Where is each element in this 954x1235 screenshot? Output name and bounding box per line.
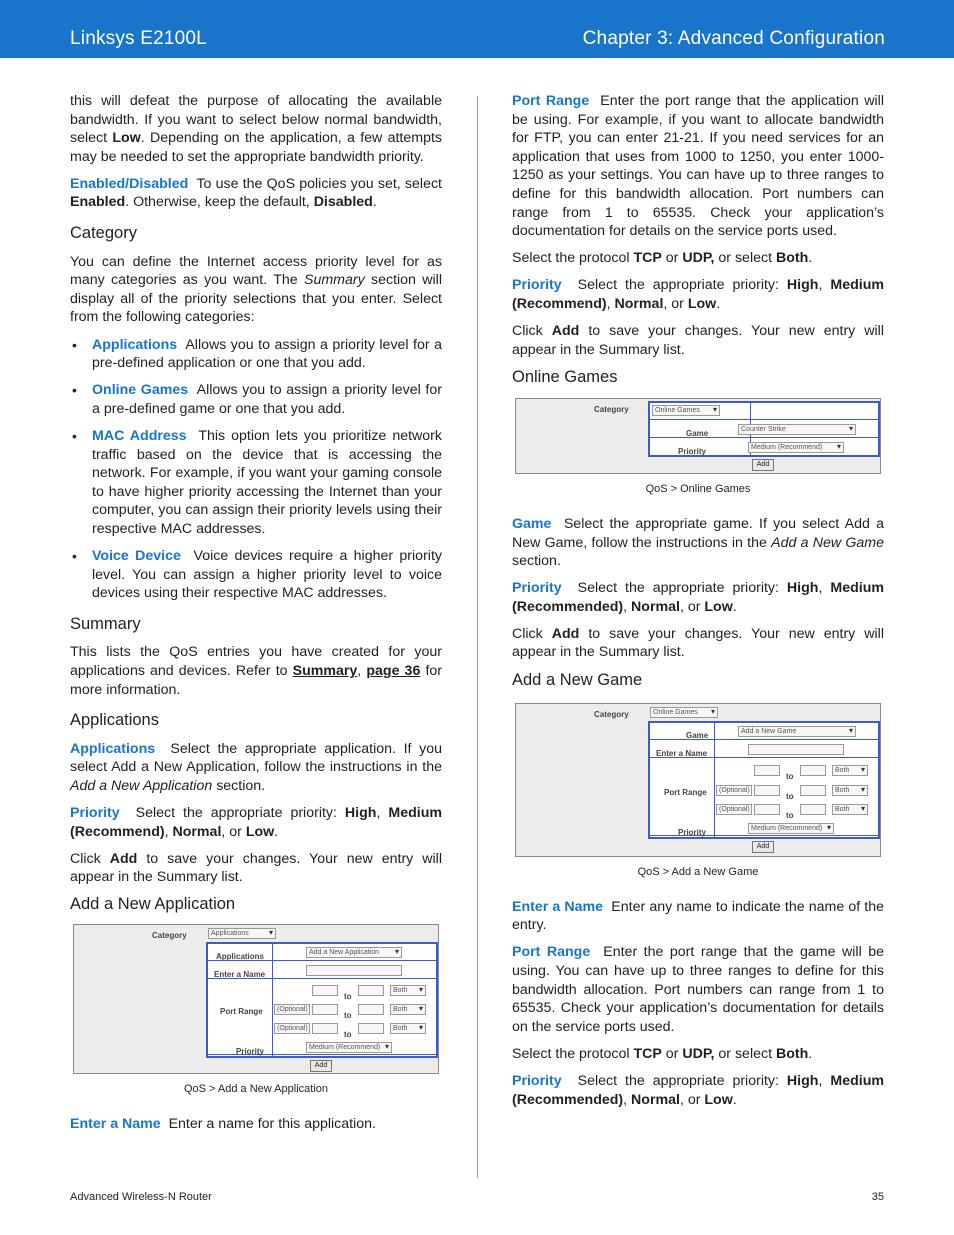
online-games-screenshot: Category Online Games ▾ Game Counter Strike ▾ Priority Medium (Recommend) ▾ Add — [515, 398, 881, 474]
applications-paragraph: Applications Select the appropriate application. If you select Add a New Application, follow the instructions in the Add a New Application section. — [70, 740, 442, 794]
page-number: 35 — [871, 1191, 884, 1203]
enter-name-paragraph: Enter a Name Enter a name for this application. — [70, 1115, 376, 1132]
add-game-screenshot: Category Online Games ▾ Game Add a New Game ▾ Enter a Name Port Range to Both ▾ (Optional) to Both ▾ (Optional) to Both ▾ Priority Medium (Recommend) ▾ Add — [515, 703, 881, 857]
document-title: Linksys E2100L — [70, 28, 207, 49]
click-add-paragraph: Click Add to save your changes. Your new entry will appear in the Summary list. — [512, 323, 884, 358]
figure-caption: QoS > Add a New Application — [183, 1082, 328, 1095]
page-36-link[interactable]: page 36 — [366, 662, 421, 679]
online-games-heading: Online Games — [512, 367, 618, 386]
priority-paragraph: Priority Select the appropriate priority: High, Medium (Recommended), Normal, or Low. — [512, 1073, 884, 1108]
click-add-paragraph: Click Add to save your changes. Your new entry will appear in the Summary list. — [512, 625, 884, 661]
priority-paragraph: Priority Select the appropriate priority: High, Medium (Recommend), Normal, or Low. — [70, 805, 442, 840]
add-application-heading: Add a New Application — [70, 895, 236, 914]
add-button[interactable]: Add — [310, 1060, 332, 1072]
add-application-screenshot: Category Applications ▾ Applications Add a New Application ▾ Enter a Name Port Range to Both ▾ (Optional) to Both ▾ (Optional) to Both ▾ Priority Medium (Recommend) ▾ Add — [73, 924, 439, 1074]
summary-paragraph: This lists the QoS entries you have created for your applications and devices. Refer to Summary, page 36 for more information. — [70, 644, 442, 698]
figure-caption: QoS > Online Games — [645, 483, 751, 496]
enabled-disabled-paragraph: Enabled/Disabled To use the QoS policies you set, select Enabled. Otherwise, keep the default, Disabled. — [70, 175, 442, 211]
intro-paragraph: this will defeat the purpose of allocating the available bandwidth. If you want to select below normal bandwidth, select Low. Depending on the application, a few attempts may be needed to set the appropriate bandwidth priority. — [70, 93, 442, 165]
category-heading: Category — [70, 224, 137, 243]
port-range-paragraph: Port Range Enter the port range that the application will be using. For example, if you want to allocate bandwidth for FTP, you can enter 21-21. If you need services for an application that uses from 1000 to 1250, you enter 1000-1250 as your settings. You can have up to three ranges to define for this bandwidth allocation. Port numbers can range from 1 to 65535. Check your application’s documentation for details on the service ports used. — [512, 93, 884, 240]
game-paragraph: Game Select the appropriate game. If you select Add a New Game, follow the instructions in the Add a New Game section. — [512, 515, 884, 570]
footer-product: Advanced Wireless-N Router — [70, 1191, 212, 1203]
protocol-paragraph: Select the protocol TCP or UDP, or select Both. — [512, 1045, 813, 1062]
left-column — [70, 92, 442, 1142]
list-item: • MAC Address This option lets you prioritize network traffic based on the device that is accessing the network. For example, if you want your gaming console to have higher priority accessing the Internet than your computer, you can assign their priority levels using their respective MAC addresses. — [70, 427, 442, 539]
add-button[interactable]: Add — [752, 459, 774, 471]
port-range-paragraph: Port Range Enter the port range that the game will be using. You can have up to three ranges to define for this bandwidth allocation. Port numbers can range from 1 to 65535. Check your application’s documentation for details on the service ports used. — [512, 944, 885, 1035]
settings-panel: Online Games ▾ Game Counter Strike ▾ Priority Medium (Recommend) ▾ — [648, 401, 880, 457]
summary-link[interactable]: Summary — [292, 662, 358, 679]
list-item: • Online Games Allows you to assign a priority level for a pre-defined game or one that you add. — [70, 381, 442, 418]
figure-caption: QoS > Add a New Game — [637, 866, 759, 879]
priority-paragraph: Priority Select the appropriate priority: High, Medium (Recommend), Normal, or Low. — [512, 277, 884, 312]
enter-name-paragraph: Enter a Name Enter any name to indicate the name of the entry. — [512, 898, 885, 934]
protocol-paragraph: Select the protocol TCP or UDP, or select Both. — [512, 250, 813, 267]
click-add-paragraph: Click Add to save your changes. Your new entry will appear in the Summary list. — [70, 850, 442, 886]
page-header — [0, 0, 954, 58]
category-list — [70, 336, 442, 603]
column-divider — [477, 96, 478, 1178]
category-paragraph: You can define the Internet access priority level for as many categories as you want. The Summary section will display all of the priority selections that you enter. Select from the following categories: — [70, 253, 442, 326]
list-item: • Applications Allows you to assign a priority level for a pre-defined application or one that you add. — [70, 336, 442, 373]
summary-heading: Summary — [70, 614, 141, 633]
settings-panel: Applications Add a New Application ▾ Enter a Name Port Range to Both ▾ (Optional) to Both ▾ (Optional) to Both ▾ Priority Medium (Recommend) ▾ — [206, 942, 438, 1058]
priority-paragraph: Priority Select the appropriate priority: High, Medium (Recommended), Normal, or Low. — [512, 580, 884, 615]
chapter-title: Chapter 3: Advanced Configuration — [582, 28, 885, 49]
right-column — [512, 92, 884, 1118]
applications-heading: Applications — [70, 711, 159, 730]
settings-panel: Game Add a New Game ▾ Enter a Name Port Range to Both ▾ (Optional) to Both ▾ (Optional) to Both ▾ Priority Medium (Recommend) ▾ — [648, 721, 880, 839]
add-game-heading: Add a New Game — [512, 670, 643, 689]
add-button[interactable]: Add — [752, 841, 774, 853]
list-item: • Voice Device Voice devices require a higher priority level. You can assign a higher priority level to voice devices using their respective MAC addresses. — [70, 547, 442, 603]
